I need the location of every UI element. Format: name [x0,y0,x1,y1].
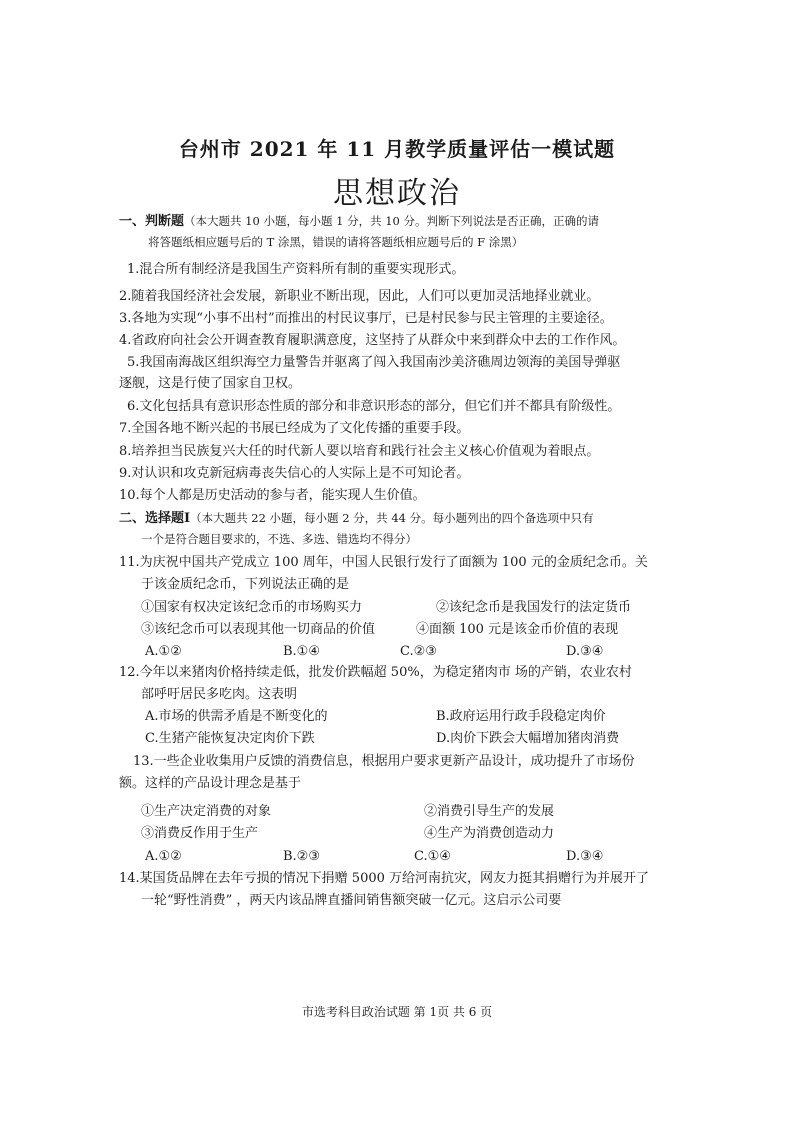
page-footer: 市选考科目政治试题 第 1页 共 6 页 [301,1005,493,1019]
question-4: 4.省政府向社会公开调查教育履职满意度，这坚持了从群众中来到群众中去的工作作风。 [119,333,626,348]
q11-option-a: A.①② [145,644,182,659]
question-9: 9.对认识和攻克新冠病毒丧失信心的人实际上是不可知论者。 [119,466,470,481]
question-5-cont: 逐舰，这是行使了国家自卫权。 [119,376,302,391]
question-6: 6.文化包括具有意识形态性质的部分和非意识形态的部分，但它们并不都具有阶级性。 [127,399,621,414]
q11-statement-1: ①国家有权决定该纪念币的市场购买力 [141,600,363,615]
section2-heading-line [119,509,594,528]
q13-statement-4: ④生产为消费创造动力 [424,826,555,841]
section2-instruction: （本大题共 22 小题，每小题 2 分，共 44 分。每小题列出的四个备选项中只有 [190,511,594,525]
question-11: 11.为庆祝中国共产党成立 100 周年，中国人民银行发行了面额为 100 元的金质纪念币。关 [119,555,648,570]
question-11-cont: 于该金质纪念币，下列说法正确的是 [141,577,350,592]
q13-option-a: A.①② [145,849,182,864]
question-14: 14.某国货品牌在去年亏损的情况下捐赠 5000 万给河南抗灾，网友力挺其捐赠行为并展开了 [119,871,650,886]
q13-statement-1: ①生产决定消费的对象 [141,804,272,819]
question-12: 12.今年以来猪肉价格持续走低，批发价跌幅超 50%，为稳定猪肉市 场的产销，农业农村 [119,665,632,680]
question-3: 3.各地为实现“小事不出村”而推出的村民议事厅，已是村民参与民主管理的主要途径。 [119,311,613,326]
q11-statement-4: ④面额 100 元是该金币价值的表现 [416,622,619,637]
q13-statement-3: ③消费反作用于生产 [141,826,259,841]
q12-option-c: C.生猪产能恢复决定肉价下跌 [145,731,315,746]
q11-option-d: D.③④ [566,644,604,659]
section2-heading: 二、选择题Ⅰ [119,511,191,526]
question-12-cont: 部呼吁居民多吃肉。这表明 [141,687,298,702]
question-7: 7.全国各地不断兴起的书展已经成为了文化传播的重要手段。 [119,421,470,436]
question-13: 13.一些企业收集用户反馈的消费信息，根据用户要求更新产品设计，成功提升了市场份 [133,754,635,769]
q12-option-a: A.市场的供需矛盾是不断变化的 [145,709,328,724]
question-10: 10.每个人都是历史活动的参与者，能实现人生价值。 [119,488,426,503]
section1-heading-line [119,212,599,231]
q13-option-c: C.①④ [414,849,451,864]
q11-statement-2: ②该纪念币是我国发行的法定货币 [436,600,632,615]
question-5: 5.我国南海战区组织海空力量警告并驱离了闯入我国南沙美济礁周边领海的美国导弹驱 [127,355,621,370]
exam-title: 台州市 2021 年 11 月教学质量评估一模试题 [178,137,616,161]
section2-instruction-cont: 一个是符合题目要求的，不选、多选、错选均不得分） [141,532,417,546]
section1-instruction-cont: 将答题纸相应题号后的 T 涂黑，错误的请将答题纸相应题号后的 F 涂黑） [148,235,524,249]
question-13-cont: 额。这样的产品设计理念是基于 [119,776,302,791]
q11-statement-3: ③该纪念币可以表现其他一切商品的价值 [141,622,376,637]
section1-heading: 一、判断题 [119,214,185,229]
section1-instruction: （本大题共 10 小题，每小题 1 分，共 10 分。判断下列说法是否正确，正确的请 [184,214,600,228]
question-8: 8.培养担当民族复兴大任的时代新人要以培育和践行社会主义核心价值观为着眼点。 [119,444,600,459]
q11-option-b: B.①④ [283,644,320,659]
q12-option-d: D.肉价下跌会大幅增加猪肉消费 [436,731,620,746]
q13-option-d: D.③④ [566,849,604,864]
q12-option-b: B.政府运用行政手段稳定肉价 [436,709,606,724]
question-2: 2.随着我国经济社会发展，新职业不断出现，因此，人们可以更加灵活地择业就业。 [119,289,600,304]
question-14-cont: 一轮“野性消费” ，两天内该品牌直播间销售额突破一亿元。这启示公司要 [141,893,562,908]
q13-option-b: B.②③ [283,849,320,864]
question-1: 1.混合所有制经济是我国生产资料所有制的重要实现形式。 [127,262,465,277]
q13-statement-2: ②消费引导生产的发展 [424,804,555,819]
q11-option-c: C.②③ [400,644,437,659]
subject-title: 思想政治 [333,176,461,211]
